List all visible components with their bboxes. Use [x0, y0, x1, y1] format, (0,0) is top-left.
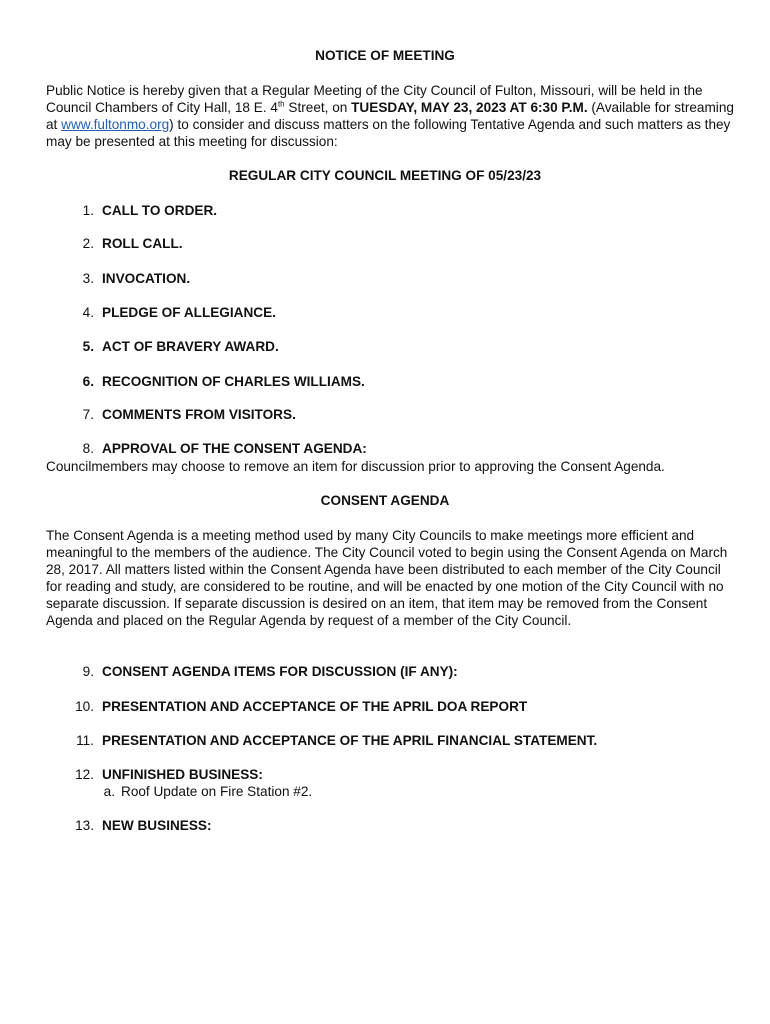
agenda-item-label: CONSENT AGENDA ITEMS FOR DISCUSSION (IF ANY): — [102, 664, 458, 679]
consent-note: Councilmembers may choose to remove an item for discussion prior to approving the Consent Agenda. — [46, 459, 665, 474]
consent-description: The Consent Agenda is a meeting method used by many City Councils to make meetings more efficient and meaningful to the members of the audience. The City Council voted to begin using the Consent Agenda on March 28, 2017. All matters listed within the Consent Agenda have been distributed to each member of the City Council for reading and study, are considered to be routine, and will be enacted by one motion of the City Council with no separate discussion. If separate discussion is desired on an item, that item may be removed from the Consent Agenda and placed on the Regular Agenda by request of a member of the City Council. — [46, 528, 728, 628]
agenda-item-label: RECOGNITION OF CHARLES WILLIAMS. — [102, 374, 365, 389]
agenda-item-label: COMMENTS FROM VISITORS. — [102, 407, 296, 422]
agenda-item-label: PLEDGE OF ALLEGIANCE. — [102, 305, 276, 320]
streaming-link[interactable]: www.fultonmo.org — [61, 117, 170, 132]
intro-text-3: (Available for streaming at — [46, 100, 734, 132]
agenda-item-label: CALL TO ORDER. — [102, 203, 218, 218]
agenda-item-label: APPROVAL OF THE CONSENT AGENDA: — [102, 441, 367, 456]
agenda-item-label: NEW BUSINESS: — [102, 818, 212, 833]
agenda-item-number: 1. — [82, 203, 94, 218]
agenda-item-number: 9. — [82, 664, 94, 679]
agenda-item-number: 12. — [75, 767, 94, 782]
agenda-item-number: 13. — [75, 818, 94, 833]
agenda-item-label: PRESENTATION AND ACCEPTANCE OF THE APRIL FINANCIAL STATEMENT. — [102, 733, 598, 748]
agenda-item-number: 3. — [82, 271, 94, 286]
intro-superscript: th — [277, 99, 285, 109]
agenda-item-number: 8. — [82, 441, 94, 456]
intro-text-4: ) to consider and discuss matters on the following Tentative Agenda and such matters as they may be presented at this meeting for discussion: — [46, 117, 731, 149]
intro-text-2: Street, on — [284, 100, 352, 115]
agenda-item-number: 10. — [75, 699, 94, 714]
consent-heading: CONSENT AGENDA — [320, 493, 450, 508]
agenda-item-number: 6. — [82, 374, 94, 389]
agenda-item-number: 2. — [82, 236, 94, 251]
agenda-item-label: ROLL CALL. — [102, 236, 183, 251]
agenda-item-label: INVOCATION. — [102, 271, 191, 286]
agenda-item-label: UNFINISHED BUSINESS: — [102, 767, 263, 782]
agenda-item-label: PRESENTATION AND ACCEPTANCE OF THE APRIL DOA REPORT — [102, 699, 528, 714]
intro-text-1: Public Notice is hereby given that a Regular Meeting of the City Council of Fulton, Missouri, will be held in the Council Chambers of City Hall, 18 E. 4 — [46, 83, 703, 115]
agenda-item-number: 5. — [82, 339, 94, 354]
agenda-item-number: 7. — [82, 407, 94, 422]
intro-paragraph — [46, 82, 736, 150]
meeting-date: TUESDAY, MAY 23, 2023 AT 6:30 P.M. — [351, 100, 588, 115]
notice-title: NOTICE OF MEETING — [315, 48, 455, 63]
sub-item-letter: a. — [103, 784, 115, 799]
sub-item-label: Roof Update on Fire Station #2. — [121, 784, 313, 799]
agenda-item-number: 4. — [82, 305, 94, 320]
agenda-item-label: ACT OF BRAVERY AWARD. — [102, 339, 279, 354]
meeting-heading: REGULAR CITY COUNCIL MEETING OF 05/23/23 — [228, 168, 542, 183]
agenda-item-number: 11. — [76, 733, 94, 748]
